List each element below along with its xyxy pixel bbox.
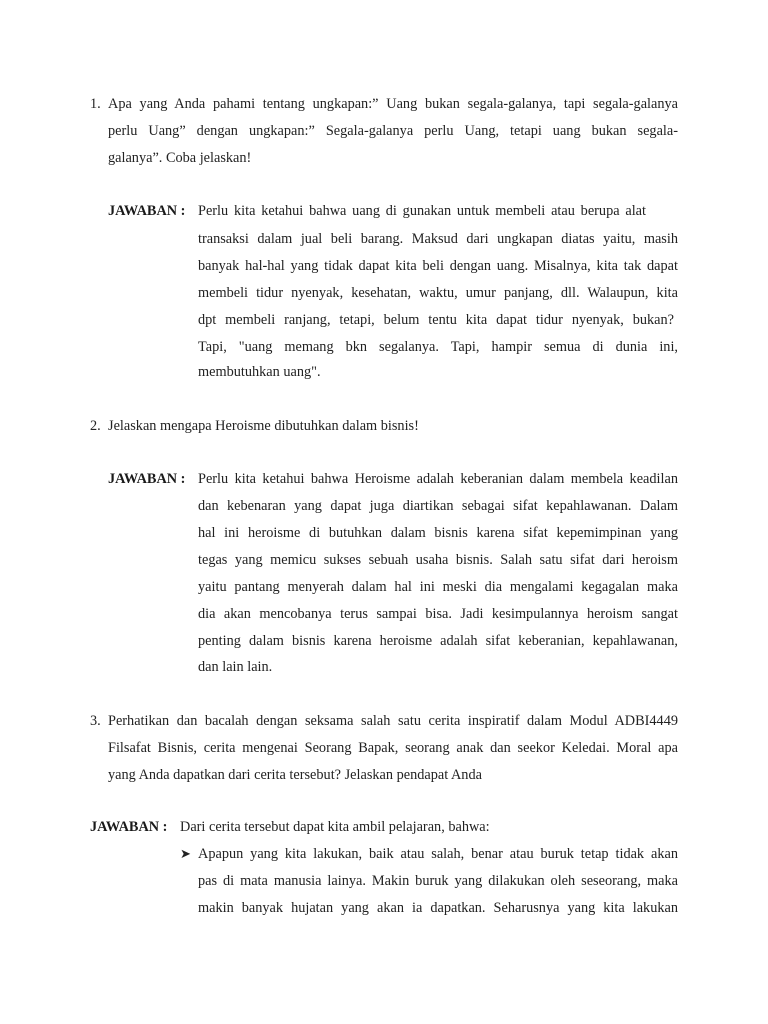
- answer-1-line-7: membutuhkan uang".: [198, 364, 321, 380]
- answer-2-line-5: yaitu pantang menyerah dalam hal ini meski dia mengalami kegagalan maka: [198, 579, 678, 595]
- arrow-bullet-icon: ➤: [180, 846, 191, 861]
- answer-2-line-4: tegas yang memicu sukses sebuah usaha bisnis. Salah satu sifat dari heroism: [198, 552, 678, 568]
- answer-2-line-2: dan kebenaran yang dapat juga diartikan sebagai sifat kepahlawanan. Dalam: [198, 498, 678, 514]
- question-2-line-1: Jelaskan mengapa Heroisme dibutuhkan dalam bisnis!: [108, 418, 419, 434]
- question-1-line-1: Apa yang Anda pahami tentang ungkapan:” Uang bukan segala-galanya, tapi segala-galanya: [108, 96, 678, 112]
- answer-1-line-6: Tapi, "uang memang bkn segalanya. Tapi, hampir semua di dunia ini,: [198, 339, 678, 355]
- answer-1-line-3: banyak hal-hal yang tidak dapat kita beli dengan uang. Misalnya, kita tak dapat: [198, 258, 678, 274]
- answer-1-line-5: dpt membeli ranjang, tetapi, belum tentu kita dapat tidur nyenyak, bukan?: [198, 312, 674, 328]
- answer-3-bullet-line-3: makin banyak hujatan yang akan ia dapatkan. Seharusnya yang kita lakukan: [198, 900, 678, 916]
- question-1-line-3: galanya”. Coba jelaskan!: [108, 150, 252, 166]
- answer-3-bullet-line-2: pas di mata manusia lainya. Makin buruk yang dilakukan oleh seseorang, maka: [198, 873, 678, 889]
- answer-1-line-1: Perlu kita ketahui bahwa uang di gunakan untuk membeli atau berupa alat: [198, 203, 646, 219]
- answer-1-line-2: transaksi dalam jual beli barang. Maksud dari ungkapan diatas yaitu, masih: [198, 231, 678, 247]
- answer-1-line-4: membeli tidur nyenyak, kesehatan, waktu, umur panjang, dll. Walaupun, kita: [198, 285, 678, 301]
- answer-3-intro: Dari cerita tersebut dapat kita ambil pelajaran, bahwa:: [180, 819, 490, 835]
- question-1-line-2: perlu Uang” dengan ungkapan:” Segala-galanya perlu Uang, tetapi uang bukan segala-: [108, 123, 678, 139]
- question-3-line-2: Filsafat Bisnis, cerita mengenai Seorang Bapak, seorang anak dan seekor Keledai. Moral apa: [108, 740, 678, 756]
- answer-2-line-8: dan lain lain.: [198, 659, 273, 675]
- answer-2-line-3: hal ini heroisme di butuhkan dalam bisnis karena sifat kepemimpinan yang: [198, 525, 678, 541]
- answer-1-label: JAWABAN :: [108, 203, 186, 219]
- answer-2-line-6: dia akan mencobanya terus sampai bisa. Jadi kesimpulannya heroism sangat: [198, 606, 678, 622]
- answer-2-line-7: penting dalam bisnis karena heroisme adalah sifat keberanian, kepahlawanan,: [198, 633, 678, 649]
- question-3-number: 3.: [90, 713, 101, 729]
- answer-2-line-1: Perlu kita ketahui bahwa Heroisme adalah keberanian dalam membela keadilan: [198, 471, 678, 487]
- question-3-line-3: yang Anda dapatkan dari cerita tersebut? Jelaskan pendapat Anda: [108, 767, 482, 783]
- answer-3-label: JAWABAN :: [90, 819, 168, 835]
- question-2-number: 2.: [90, 418, 101, 434]
- answer-3-bullet-line-1: Apapun yang kita lakukan, baik atau salah, benar atau buruk tetap tidak akan: [198, 846, 678, 862]
- question-1-number: 1.: [90, 96, 101, 112]
- answer-2-label: JAWABAN :: [108, 471, 186, 487]
- question-3-line-1: Perhatikan dan bacalah dengan seksama salah satu cerita inspiratif dalam Modul ADBI4449: [108, 713, 678, 729]
